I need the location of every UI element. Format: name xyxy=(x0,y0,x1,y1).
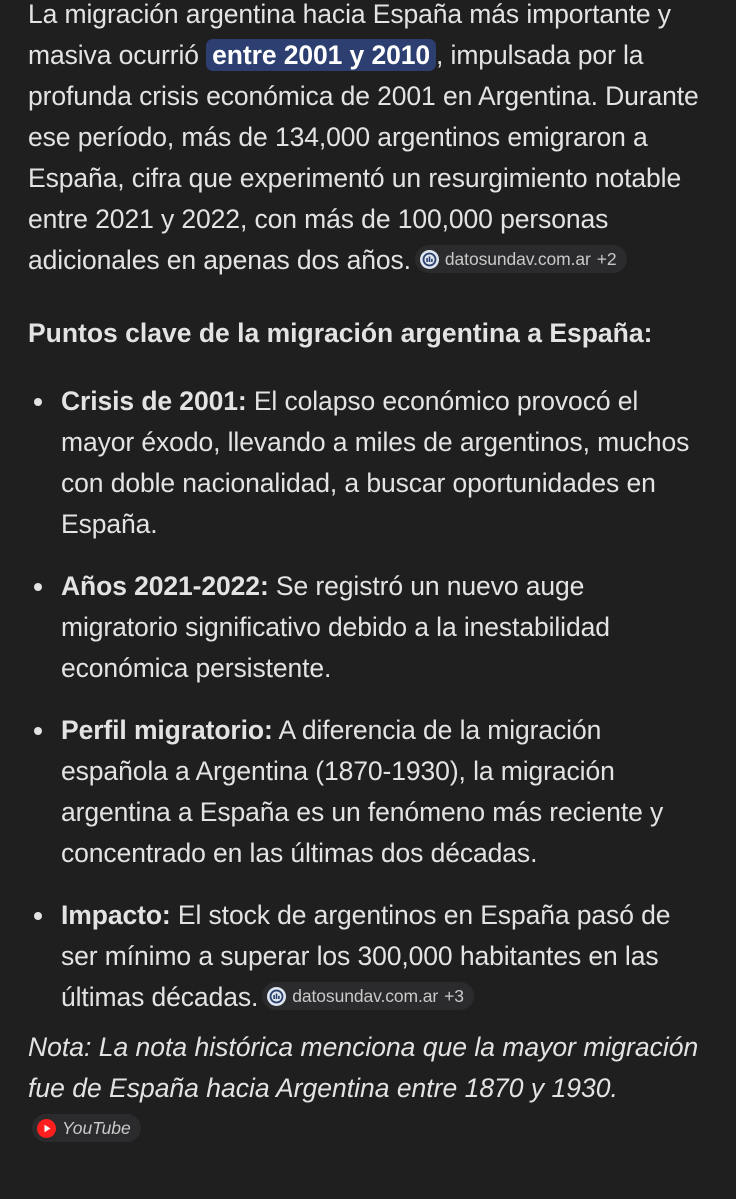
list-item xyxy=(28,710,708,874)
youtube-play-icon xyxy=(37,1119,56,1138)
bullet-icon xyxy=(34,583,42,591)
source-name: YouTube xyxy=(62,1118,131,1138)
intro-text-before: La migración argentina hacia España más importante y masiva ocurrió xyxy=(28,0,671,70)
list-item xyxy=(28,566,708,689)
intro-paragraph xyxy=(28,0,708,281)
note-text: Nota: La nota histórica menciona que la mayor migración fue de España hacia Argentina entre 1870 y 1930. xyxy=(28,1032,699,1103)
intro-text-after: , impulsada por la profunda crisis económica de 2001 en Argentina. Durante ese período, más de 134,000 argentinos emigraron a España, cifra que experimentó un resurgimiento notable entre 2021 y 2022, con más de 100,000 personas adicionales en apenas dos años. xyxy=(28,40,699,275)
point-label: Impacto: xyxy=(61,900,171,930)
source-chip[interactable] xyxy=(262,982,474,1010)
point-text: A diferencia de la migración española a Argentina (1870-1930), la migración argentina a España es un fenómeno más reciente y concentrado en las últimas dos décadas. xyxy=(61,715,664,868)
source-name: datosundav.com.ar xyxy=(292,986,439,1006)
source-name: datosundav.com.ar xyxy=(444,249,591,269)
point-text: Se registró un nuevo auge migratorio significativo debido a la inestabilidad económica persistente. xyxy=(61,571,610,683)
bullet-icon xyxy=(34,727,42,735)
youtube-source-chip[interactable] xyxy=(32,1114,141,1142)
highlighted-date-range[interactable]: entre 2001 y 2010 xyxy=(206,39,436,71)
point-text: El stock de argentinos en España pasó de ser mínimo a superar los 300,000 habitantes en las últimas décadas. xyxy=(61,900,671,1012)
source-count: +3 xyxy=(444,986,464,1006)
list-item xyxy=(28,381,708,545)
point-label: Perfil migratorio: xyxy=(61,715,273,745)
point-label: Crisis de 2001: xyxy=(61,386,247,416)
bullet-icon xyxy=(34,912,42,920)
bullet-icon xyxy=(34,398,42,406)
site-favicon-icon xyxy=(267,987,286,1006)
key-points-list xyxy=(28,381,708,1018)
site-favicon-icon xyxy=(420,250,439,269)
source-count: +2 xyxy=(596,249,617,269)
point-label: Años 2021-2022: xyxy=(61,571,269,601)
list-item xyxy=(28,895,708,1018)
note-paragraph xyxy=(28,1027,708,1150)
point-text: El colapso económico provocó el mayor éxodo, llevando a miles de argentinos, muchos con doble nacionalidad, a buscar oportunidades en España. xyxy=(61,386,690,539)
source-chip[interactable] xyxy=(415,245,627,273)
section-heading: Puntos clave de la migración argentina a España: xyxy=(28,318,653,348)
